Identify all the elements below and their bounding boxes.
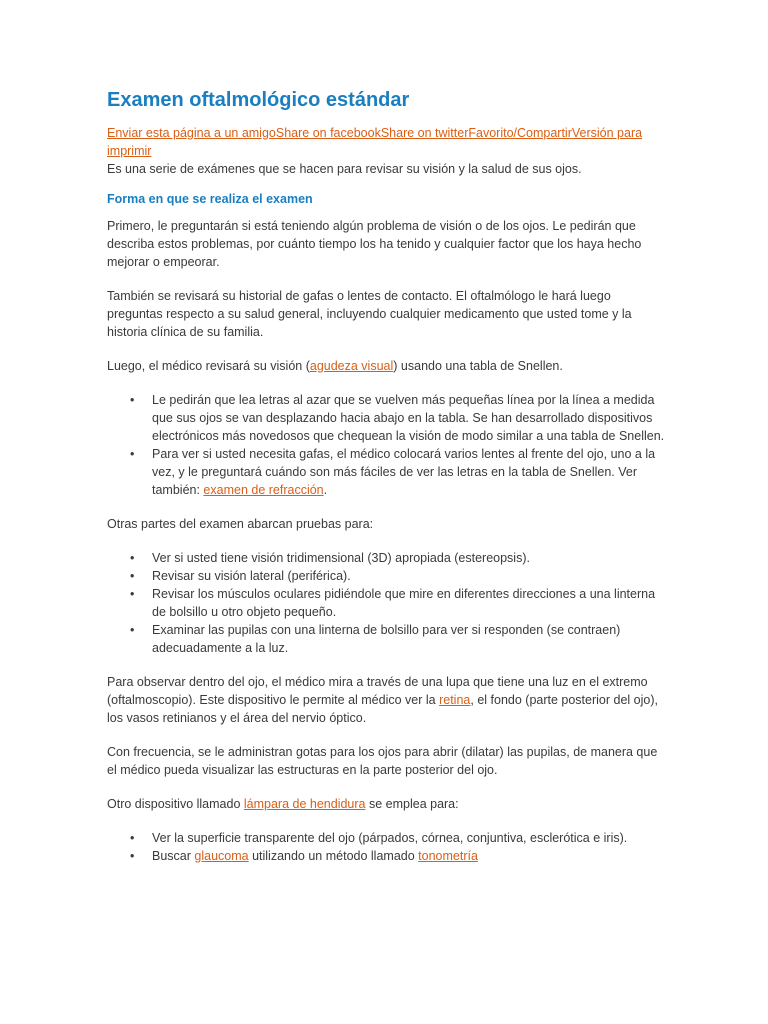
favorite-share-link[interactable]: Favorito/Compartir — [468, 126, 572, 140]
share-facebook-link[interactable]: Share on facebook — [275, 126, 381, 140]
send-to-friend-link[interactable]: Enviar esta página a un amigo — [107, 126, 276, 140]
list-item: • Revisar su visión lateral (periférica). — [152, 567, 668, 585]
list-item: • Revisar los músculos oculares pidiéndole que mire en diferentes direcciones a una linterna de bolsillo u otro objeto pequeño. — [152, 585, 668, 621]
share-twitter-link[interactable]: Share on twitter — [380, 126, 469, 140]
paragraph-5-text-after: , el fondo (parte posterior del ojo), los vasos retinianos y el área del nervio óptico. — [107, 693, 658, 725]
list-item — [152, 847, 668, 865]
list-item: • Ver si usted tiene visión tridimensional (3D) apropiada (estereopsis). — [152, 549, 668, 567]
paragraph-4: Otras partes del examen abarcan pruebas para: — [107, 517, 374, 531]
slit-lamp-list — [107, 829, 668, 865]
paragraph-7-text-after: se emplea para: — [365, 797, 459, 811]
list-item-text-before: Para ver si usted necesita gafas, el médico colocará varios lentes al frente del ojo, uno a la vez, y le preguntará cuándo son más fáciles de ver las letras en la tabla de Snellen. Ver también: — [152, 447, 656, 497]
section-heading: Forma en que se realiza el examen — [107, 192, 313, 206]
paragraph-1: Primero, le preguntarán si está teniendo algún problema de visión o de los ojos. Le pedirán que describa estos problemas, por cuánto tiempo los ha tenido y cualquier factor que los haya hecho mejorar o empeorar. — [107, 219, 642, 269]
intro-text: Es una serie de exámenes que se hacen para revisar su visión y la salud de sus ojos. — [107, 162, 582, 176]
paragraph-7-text-before: Otro dispositivo llamado — [107, 797, 244, 811]
refraction-test-link[interactable]: examen de refracción — [203, 483, 324, 497]
paragraph-2: También se revisará su historial de gafas o lentes de contacto. El oftalmólogo le hará luego preguntas respecto a su salud general, incluyendo cualquier medicamento que usted tome y la historia clínica de su familia. — [107, 289, 632, 339]
paragraph-7 — [107, 795, 668, 813]
paragraph-3-text-after: ) usando una tabla de Snellen. — [393, 359, 563, 373]
paragraph-5 — [107, 673, 668, 727]
retina-link[interactable]: retina — [439, 693, 471, 707]
share-links — [107, 124, 668, 160]
slit-lamp-link[interactable]: lámpara de hendidura — [243, 797, 366, 811]
snellen-list — [107, 391, 668, 499]
paragraph-5-text-before: Para observar dentro del ojo, el médico mira a través de una lupa que tiene una luz en el extremo (oftalmoscopio). Este dispositivo le permite al médico ver la — [107, 675, 648, 707]
list-item: • Examinar las pupilas con una linterna de bolsillo para ver si responden (se contraen) adecuadamente a la luz. — [152, 621, 668, 657]
tonometry-link[interactable]: tonometría — [418, 849, 478, 863]
paragraph-6: Con frecuencia, se le administran gotas para los ojos para abrir (dilatar) las pupilas, de manera que el médico pueda visualizar las estructuras en la parte posterior del ojo. — [107, 745, 658, 777]
list-item-text-after: . — [323, 483, 328, 497]
list-item-text-middle: utilizando un método llamado — [248, 849, 419, 863]
page-title: Examen oftalmológico estándar — [107, 89, 410, 111]
other-tests-list — [107, 549, 668, 657]
glaucoma-link[interactable]: glaucoma — [194, 849, 249, 863]
list-item: • Le pedirán que lea letras al azar que se vuelven más pequeñas línea por la línea a medida que sus ojos se van desplazando hacia abajo en la tabla. Se han desarrollado dispositivos electrónicos más novedosos que chequean la visión de modo similar a una tabla de Snellen. — [152, 391, 668, 445]
list-item: • Ver la superficie transparente del ojo (párpados, córnea, conjuntiva, esclerótica e iris). — [152, 829, 668, 847]
paragraph-3 — [107, 357, 668, 375]
visual-acuity-link[interactable]: agudeza visual — [309, 359, 394, 373]
paragraph-3-text-before: Luego, el médico revisará su visión ( — [107, 359, 310, 373]
list-item — [152, 445, 668, 499]
list-item-text-before: Buscar — [152, 849, 195, 863]
print-version-link[interactable]: Versión para imprimir — [107, 126, 643, 158]
